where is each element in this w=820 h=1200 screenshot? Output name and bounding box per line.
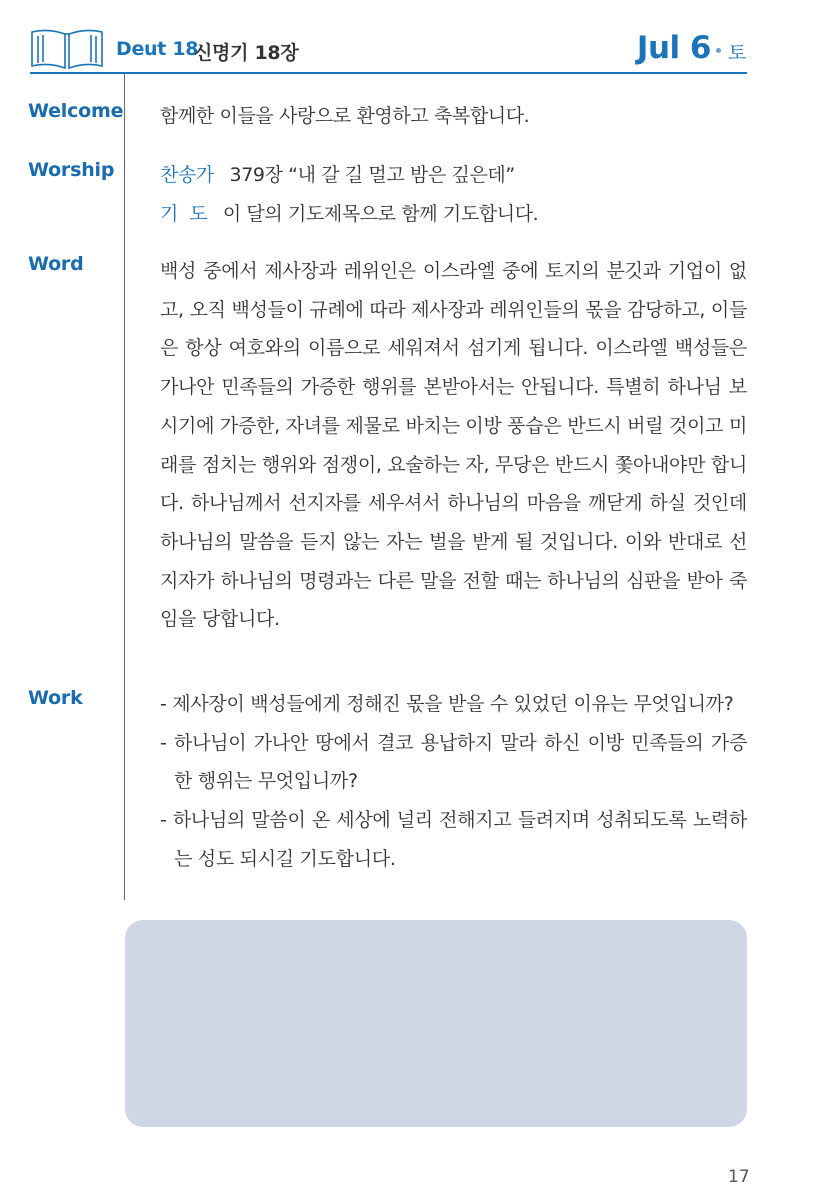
work-item: - 제사장이 백성들에게 정해진 몫을 받을 수 있었던 이유는 무엇입니까? [160, 693, 734, 715]
header-date: Jul 6 [636, 30, 711, 66]
hymn-line [160, 160, 515, 187]
header-chapter-title: 신명기 18장 [194, 42, 299, 64]
welcome-text: 함께한 이들을 사랑으로 환영하고 축복합니다. [160, 105, 530, 127]
memo-box [125, 920, 747, 1127]
hymn-text: 379장 “내 갈 길 멀고 밤은 깊은데” [229, 164, 515, 186]
word-paragraph: 백성 중에서 제사장과 레위인은 이스라엘 중에 토지의 분깃과 기업이 없고, 오직 백성들이 규례에 따라 제사장과 레위인들의 몫을 감당하고, 이들은 항상 여호와의 이름으로 세워져서 섬기게 됩니다. 이스라엘 백성들은 가나안 민족들의 가증한 행위를 본받아서는 안됩니다. 특별히 하나님 보시기에 가증한, 자녀를 제물로 바치는 이방 풍습은 반드시 버릴 것이고 미래를 점치는 행위와 점쟁이, 요술하는 자, 무당은 반드시 쫓아내야만 합니다. 하나님께서 선지자를 세우셔서 하나님의 마음을 깨닫게 하실 것인데 하나님의 말씀을 듣지 않는 자는 벌을 받게 될 것입니다. 이와 반대로 선지자가 하나님의 명령과는 다른 말을 전할 때는 하나님의 심판을 받아 죽임을 당합니다. [160, 260, 747, 631]
header-weekday: 토 [728, 42, 747, 64]
word-label: Word [28, 253, 84, 275]
page-number: 17 [728, 1167, 750, 1187]
work-label: Work [28, 687, 83, 709]
label-column-divider [124, 74, 125, 900]
prayer-label: 기 도 [160, 203, 208, 225]
header-divider [30, 72, 747, 74]
work-list [160, 685, 747, 879]
book-icon [30, 26, 104, 70]
prayer-line [160, 199, 538, 226]
hymn-label: 찬송가 [160, 164, 214, 186]
prayer-text: 이 달의 기도제목으로 함께 기도합니다. [222, 203, 539, 225]
worship-label: Worship [28, 159, 115, 181]
welcome-label: Welcome [28, 100, 124, 122]
work-item: - 하나님이 가나안 땅에서 결코 용납하지 말라 하신 이방 민족들의 가증한 행위는 무엇입니까? [160, 731, 747, 793]
header-book-reference: Deut 18 [116, 38, 199, 60]
separator-dot [716, 48, 721, 53]
work-item: - 하나님의 말씀이 온 세상에 널리 전해지고 들려지며 성취되도록 노력하는 성도 되시길 기도합니다. [160, 809, 747, 870]
